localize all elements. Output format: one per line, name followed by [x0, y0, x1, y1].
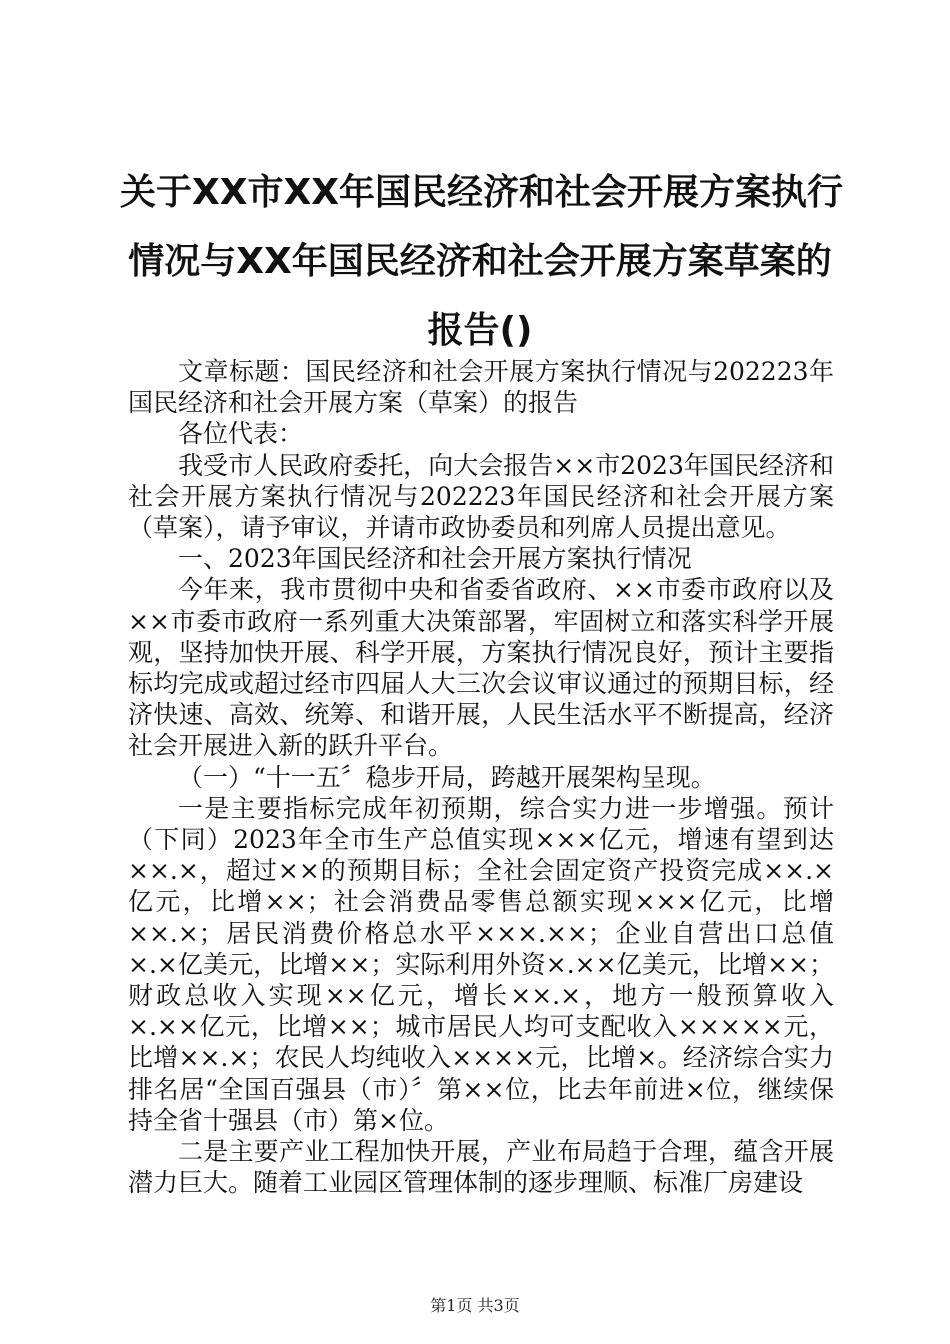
title-line: 关于XX市XX年国民经济和社会开展方案执行	[120, 172, 844, 213]
salutation: 各位代表：	[178, 419, 304, 449]
body-paragraph: 我受市人民政府委托，向大会报告××市2023年国民经济和社会开展方案执行情况与202223年国民经济和社会开展方案（草案），请予审议，并请市政协委员和列席人员提出意见。	[128, 450, 834, 543]
body-paragraph: 今年来，我市贯彻中央和省委省政府、××市委市政府以及××市委市政府一系列重大决策部署，牢固树立和落实科学开展观，坚持加快开展、科学开展，方案执行情况良好，预计主要指标均完成或超过经市四届人大三次会议审议通过的预期目标，经济快速、高效、统筹、和谐开展，人民生活水平不断提高，经济社会开展进入新的跃升平台。	[128, 575, 834, 761]
page-footer: 第1页 共3页	[430, 1296, 520, 1315]
document-body	[128, 356, 834, 1198]
subsection-heading: （一）“十一五〞稳步开局，跨越开展架构呈现。	[178, 762, 716, 792]
article-title-paragraph: 文章标题：国民经济和社会开展方案执行情况与202223年国民经济和社会开展方案（草案）的报告	[128, 357, 834, 418]
section-heading: 一、2023年国民经济和社会开展方案执行情况	[178, 544, 692, 574]
document-title	[120, 158, 844, 365]
body-paragraph: 二是主要产业工程加快开展，产业布局趋于合理，蕴含开展潜力巨大。随着工业园区管理体制的逐步理顺、标准厂房建设	[128, 1137, 834, 1198]
title-line: 报告()	[427, 310, 533, 351]
body-paragraph: 一是主要指标完成年初预期，综合实力进一步增强。预计（下同）2023年全市生产总值实现×××亿元，增速有望到达××.×，超过××的预期目标；全社会固定资产投资完成××.×亿元，比增××；社会消费品零售总额实现×××亿元，比增××.×；居民消费价格总水平×××.××；企业自营出口总值×.×亿美元，比增××；实际利用外资×.××亿美元，比增××；财政总收入实现××亿元，增长××.×，地方一般预算收入×.××亿元，比增××；城市居民人均可支配收入×××××元，比增××.×；农民人均纯收入××××元，比增×。经济综合实力排名居“全国百强县（市）〞第××位，比去年前进×位，继续保持全省十强县（市）第×位。	[128, 793, 834, 1135]
title-line: 情况与XX年国民经济和社会开展方案草案的	[128, 241, 832, 282]
